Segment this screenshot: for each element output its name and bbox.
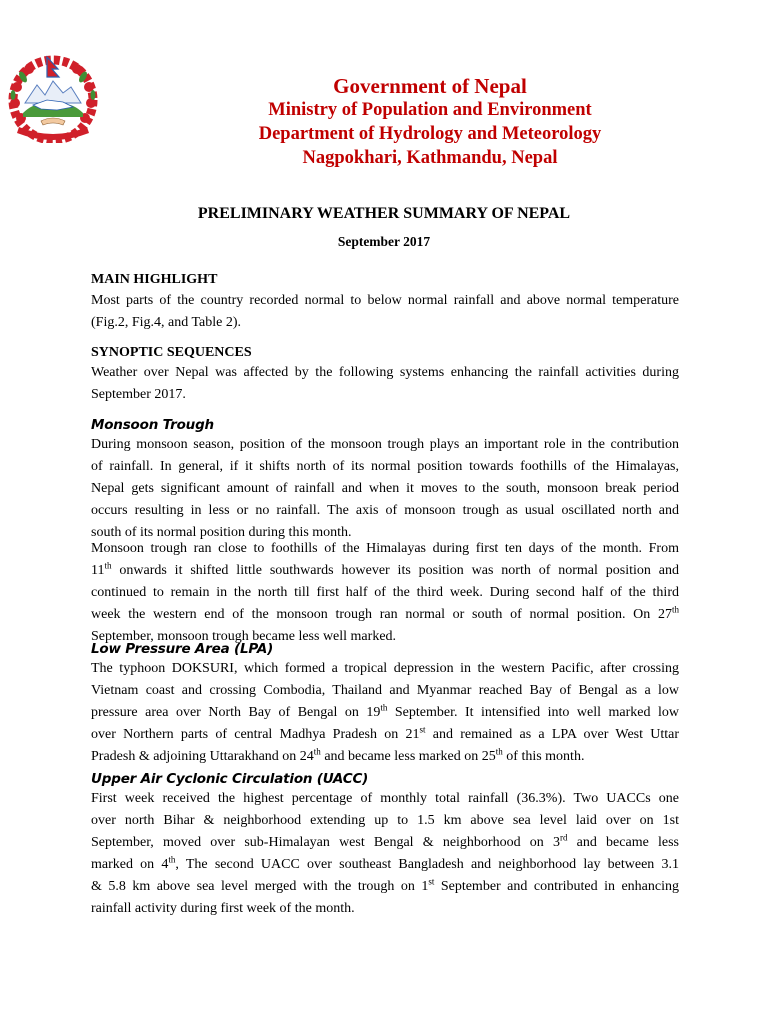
text-line: Weather over Nepal was affected by the following systems enhancing the rainfall activities during — [91, 365, 679, 380]
superscript: th — [104, 560, 112, 571]
superscript: st — [428, 876, 435, 887]
text-line: & 5.8 km above sea level merged with the trough on 1st September and contributed in enhancing — [91, 876, 679, 894]
text-line: Nepal gets significant amount of rainfall and when it moves to the south, monsoon break period — [91, 481, 679, 496]
text-line: September, moved over sub-Himalayan west Bengal & neighborhood on 3rd and became less — [91, 832, 679, 850]
monsoon-trough-paragraph-2 — [91, 538, 679, 648]
nepal-emblem-icon — [7, 55, 99, 143]
text-line: During monsoon season, position of the monsoon trough plays an important role in the contribution — [91, 437, 679, 452]
uacc-heading: Upper Air Cyclonic Circulation (UACC) — [91, 771, 369, 787]
text-line: The typhoon DOKSURI, which formed a tropical depression in the western Pacific, after crossing — [91, 661, 679, 676]
text-line: September 2017. — [91, 387, 186, 402]
superscript: th — [671, 604, 679, 615]
superscript: th — [313, 746, 321, 757]
office-address: Nagpokhari, Kathmandu, Nepal — [302, 148, 558, 168]
text-line: week the western end of the monsoon trough ran normal or south of normal position. On 27th — [91, 604, 679, 622]
superscript: st — [419, 724, 426, 735]
text-line: south of its normal position during this month. — [91, 525, 352, 540]
text-line: (Fig.2, Fig.4, and Table 2). — [91, 315, 242, 330]
organization-title: Government of Nepal — [333, 74, 527, 98]
superscript: th — [168, 854, 176, 865]
monsoon-trough-heading: Monsoon Trough — [91, 417, 214, 433]
text-line: Pradesh & adjoining Uttarakhand on 24th and became less marked on 25th of this month. — [91, 746, 585, 764]
text-line: Most parts of the country recorded normal to below normal rainfall and above normal temperature — [91, 293, 679, 308]
text-line: continued to remain in the north till first half of the third week. During second half of the third — [91, 585, 679, 600]
superscript: rd — [559, 832, 568, 843]
synoptic-heading: SYNOPTIC SEQUENCES — [91, 345, 252, 360]
ministry-name: Ministry of Population and Environment — [268, 100, 592, 120]
text-line: September, monsoon trough became less well marked. — [91, 629, 397, 644]
superscript: th — [380, 702, 388, 713]
document-subtitle: September 2017 — [337, 234, 431, 249]
lpa-heading: Low Pressure Area (LPA) — [91, 641, 274, 657]
main-highlight-heading: MAIN HIGHLIGHT — [91, 272, 218, 287]
text-line: pressure area over North Bay of Bengal on 19th September. It intensified into well marked low — [91, 702, 680, 720]
lpa-paragraph — [91, 658, 679, 768]
document-title: PRELIMINARY WEATHER SUMMARY OF NEPAL — [197, 205, 571, 222]
monsoon-trough-paragraph-1 — [91, 434, 679, 544]
superscript: th — [495, 746, 503, 757]
text-line: 11th onwards it shifted little southwards however its position was north of normal position and — [91, 560, 679, 578]
main-highlight-paragraph — [91, 290, 679, 334]
text-line: Monsoon trough ran close to foothills of the Himalayas during first ten days of the month. From — [91, 541, 679, 556]
text-line: over north Bihar & neighborhood extending up to 1.5 km above sea level laid over on 1st — [91, 813, 679, 828]
text-line: of rainfall. In general, if it shifts north of its normal position towards foothills of the Himalayas, — [91, 459, 679, 474]
text-line: occurs resulting in less or no rainfall. The axis of monsoon trough as usual oscillated north and — [91, 503, 679, 518]
text-line: marked on 4th, The second UACC over southeast Bangladesh and neighborhood lay between 3.1 — [91, 854, 680, 872]
text-line: rainfall activity during first week of the month. — [91, 901, 355, 916]
text-line: Vietnam coast and crossing Combodia, Thailand and Myanmar reached Bay of Bengal as a low — [91, 683, 679, 698]
text-line: over Northern parts of central Madhya Pradesh on 21st and remained as a LPA over West Uttar — [91, 724, 679, 742]
synoptic-paragraph — [91, 362, 679, 406]
uacc-paragraph — [91, 788, 679, 920]
text-line: First week received the highest percentage of monthly total rainfall (36.3%). Two UACCs one — [91, 791, 679, 806]
department-name: Department of Hydrology and Meteorology — [258, 124, 602, 144]
